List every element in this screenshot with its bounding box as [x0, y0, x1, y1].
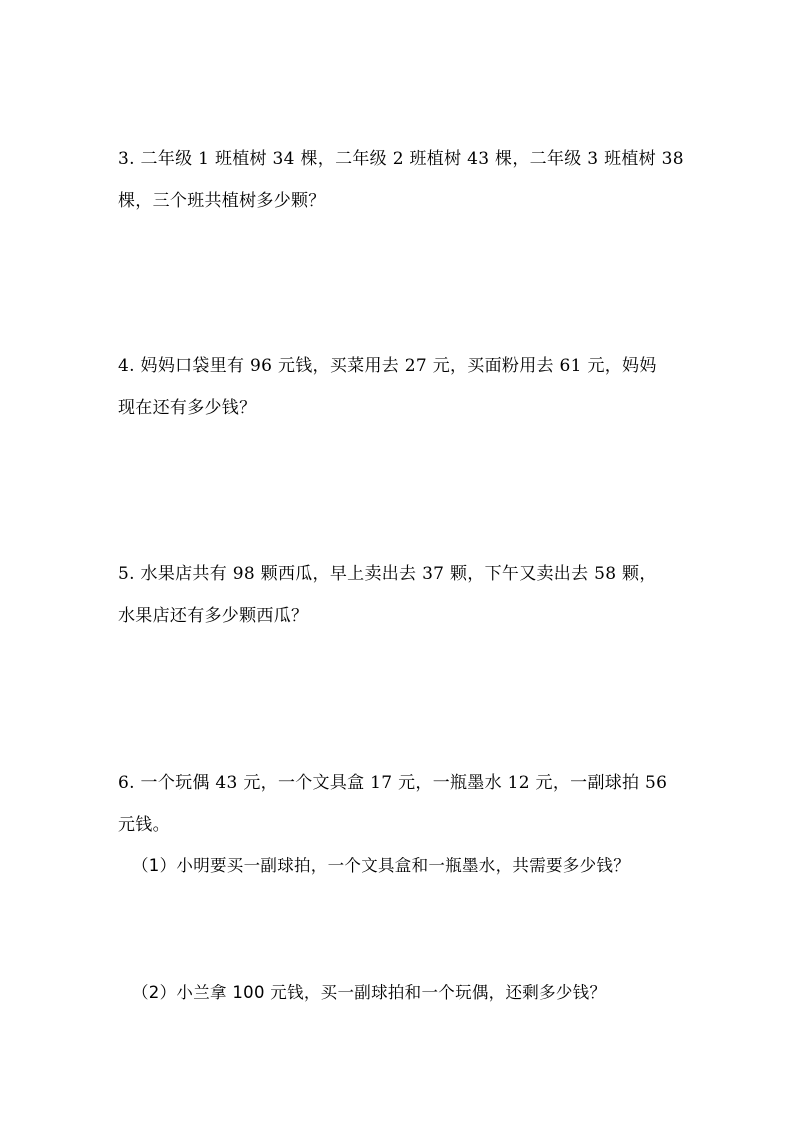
problem-6-line-1: 6. 一个玩偶 43 元，一个文具盒 17 元，一瓶墨水 12 元，一副球拍 56 [118, 773, 668, 793]
problem-4-line-2: 现在还有多少钱？ [118, 398, 257, 418]
problem-3-line-2: 棵，三个班共植树多少颗？ [118, 191, 326, 211]
problem-3-line-1: 3. 二年级 1 班植树 34 棵，二年级 2 班植树 43 棵，二年级 3 班植树 38 [118, 149, 684, 169]
problem-4-line-1: 4. 妈妈口袋里有 96 元钱，买菜用去 27 元，买面粉用去 61 元，妈妈 [118, 356, 657, 376]
problem-5-line-2: 水果店还有多少颗西瓜？ [118, 606, 309, 626]
problem-6-subquestion-2: （2）小兰拿 100 元钱，买一副球拍和一个玩偶，还剩多少钱？ [132, 983, 607, 1002]
problem-6-subquestion-1: （1）小明要买一副球拍，一个文具盒和一瓶墨水，共需要多少钱？ [132, 856, 630, 875]
problem-6-line-2: 元钱。 [118, 815, 170, 835]
problem-5-line-1: 5. 水果店共有 98 颗西瓜，早上卖出去 37 颗，下午又卖出去 58 颗， [118, 564, 657, 584]
